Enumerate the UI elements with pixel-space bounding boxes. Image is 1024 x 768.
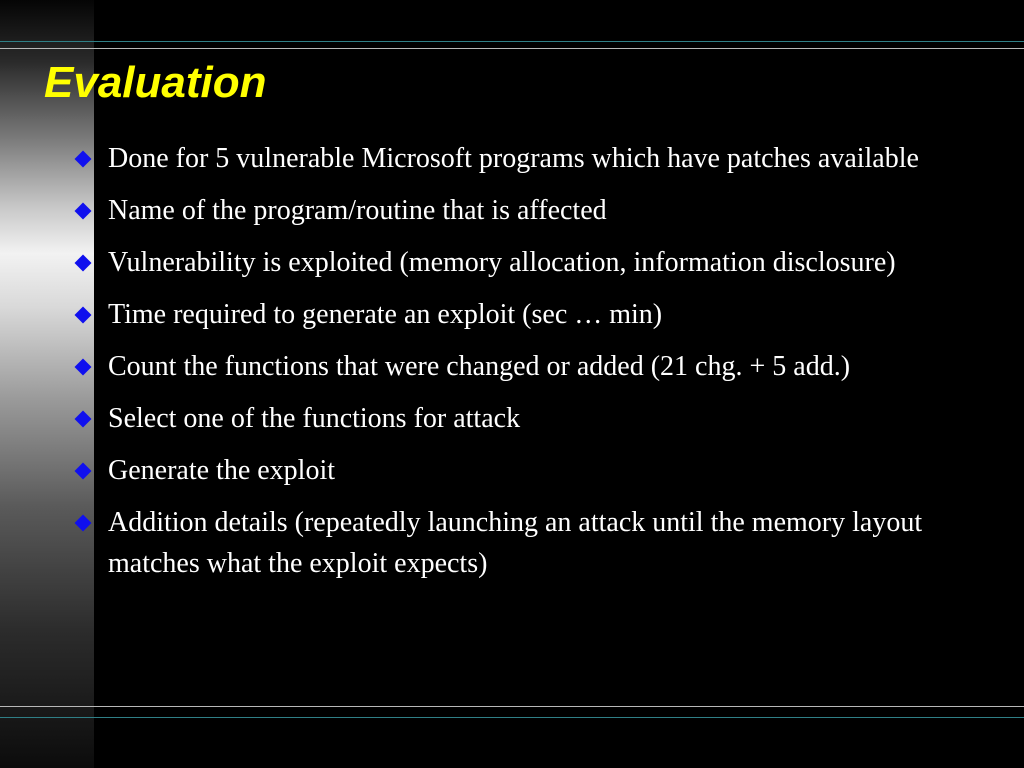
bullet-text: Time required to generate an exploit (sec … min) (108, 299, 663, 330)
bullet-item (70, 190, 980, 231)
bullet-item (70, 294, 980, 335)
diamond-bullet-icon (75, 255, 92, 272)
bullet-text: Generate the exploit (108, 455, 336, 486)
diamond-bullet-icon (75, 515, 92, 532)
bullet-item (70, 502, 980, 584)
top-rule-gray (0, 48, 1024, 49)
bullet-item (70, 138, 980, 179)
bottom-rule-gray (0, 706, 1024, 707)
top-rule-teal (0, 41, 1024, 42)
bullet-text: Count the functions that were changed or added (21 chg. + 5 add.) (108, 351, 851, 382)
bullet-text: Name of the program/routine that is affected (108, 195, 607, 226)
diamond-bullet-icon (75, 151, 92, 168)
bullet-text: Vulnerability is exploited (memory allocation, information disclosure) (108, 247, 896, 278)
diamond-bullet-icon (75, 203, 92, 220)
bullet-item (70, 450, 980, 491)
bullet-text: Done for 5 vulnerable Microsoft programs which have patches available (108, 143, 919, 174)
diamond-bullet-icon (75, 411, 92, 428)
bullet-item (70, 346, 980, 387)
diamond-bullet-icon (75, 359, 92, 376)
slide-title: Evaluation (44, 58, 267, 107)
bottom-rule-teal (0, 717, 1024, 718)
diamond-bullet-icon (75, 463, 92, 480)
bullet-text: Select one of the functions for attack (108, 403, 521, 434)
bullet-item (70, 398, 980, 439)
bullet-text: Addition details (repeatedly launching an attack until the memory layout matches what the exploit expects) (108, 507, 923, 579)
diamond-bullet-icon (75, 307, 92, 324)
bullet-item (70, 242, 980, 283)
bullet-list (70, 138, 980, 595)
